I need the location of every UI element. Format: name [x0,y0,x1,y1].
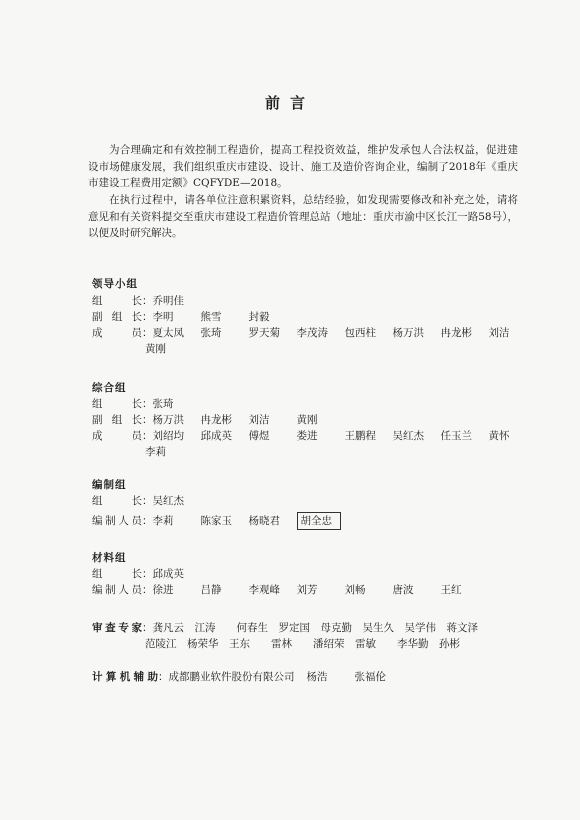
person-name: 李明 [152,311,174,323]
person-name: 江涛 [194,622,216,634]
person-name: 刘洁 [488,327,510,339]
general-leader-row: 组 长：张琦 [92,396,201,412]
person-name: 李莉 [145,446,166,458]
role-label: 计算机辅助 [92,671,158,683]
person-name: 邱成英 [200,430,232,442]
person-name: 封毅 [248,311,270,323]
compile-staff-row: 编制人员：李莉 陈家玉 杨晓君 胡全忠 [92,512,353,528]
person-name: 何春生 [236,622,268,634]
person-name: 黄刚 [296,414,318,426]
general-section-title: 综合组 [92,382,127,394]
person-name: 蒋文泽 [446,622,478,634]
compile-leader-row: 组 长：吴红杰 [92,493,201,509]
person-name: 傅煜 [248,430,270,442]
person-name: 李茂涛 [296,327,328,339]
review-row: 审查专家：龚凡云 江涛 何春生 罗定国 母克勤 吴生久 吴学伟 蒋文泽 [92,620,483,636]
person-name: 黄怀 [488,430,510,442]
preface-paragraph-1: 为合理确定和有效控制工程造价，提高工程投资效益，维护发承包人合法权益，促进建设市场健康发展，我们组织重庆市建设、设计、施工及造价咨询企业，编制了2018年《重庆市建设工程费用定额》CQFYDE—2018。 [88,144,518,189]
person-name: 李莉 [152,515,174,527]
person-name: 刘芳 [296,584,318,596]
role-label: 组 长 [92,495,142,507]
person-name: 夏太凤 [152,327,184,339]
person-name: 李观峰 [248,584,280,596]
general-deputy-row: 副组长：杨万洪 冉龙彬 刘洁 黄刚 [92,412,345,428]
person-name: 唐波 [392,584,414,596]
person-name: 任玉兰 [440,430,472,442]
person-name: 娄进 [296,430,318,442]
leadership-section-title: 领导小组 [92,278,138,290]
person-name: 母克勤 [320,622,352,634]
person-name: 刘畅 [344,584,366,596]
person-name: 熊雪 [200,311,222,323]
computer-row: 计算机辅助：成都鹏业软件股份有限公司 杨浩 张福伦 [92,669,403,685]
role-label: 编制人员 [92,584,142,596]
person-name: 陈家玉 [200,515,232,527]
compile-section-title: 编制组 [92,479,127,491]
person-name: 杨万洪 [152,414,184,426]
role-label: 编制人员 [92,515,142,527]
page-title: 前言 [264,94,315,112]
person-name: 雷林 [271,638,292,650]
material-leader-row: 组 长：邱成英 [92,566,201,582]
general-members-row: 成 员：刘绍均 邱成英 傅煜 娄进 王鹏程 吴红杰 任玉兰 黄怀 [92,428,537,444]
person-name: 王鹏程 [344,430,376,442]
person-name: 吴学伟 [404,622,436,634]
person-name: 罗定国 [278,622,310,634]
person-name: 吴红杰 [152,495,184,507]
review-row-2 [145,636,475,652]
person-name: 包西柱 [344,327,376,339]
person-name: 雷敏 [355,638,376,650]
person-name: 徐进 [152,584,174,596]
person-name: 王东 [229,638,250,650]
role-label: 成 员 [92,430,142,442]
person-name: 冉龙彬 [440,327,472,339]
person-name: 罗天菊 [248,327,280,339]
person-name: 李华勤 [397,638,429,650]
role-label: 副组长 [92,311,142,323]
person-name: 龚凡云 [152,622,184,634]
leadership-deputy-row: 副组长：李明 熊雪 封毅 [92,309,297,325]
person-name: 吕静 [200,584,222,596]
person-name: 邱成英 [152,568,184,580]
person-name: 乔明佳 [152,295,184,307]
person-name: 杨晓君 [248,515,280,527]
person-name: 刘绍均 [152,430,184,442]
person-name: 吴生久 [362,622,394,634]
preface-paragraph-2: 在执行过程中，请各单位注意积累资料，总结经验，如发现需要修改和补充之处，请将意见和有关资料提交至重庆市建设工程造价管理总站（地址：重庆市渝中区长江一路58号），以便及时研究解决。 [88,194,518,239]
material-staff-row: 编制人员：徐进 吕静 李观峰 刘芳 刘畅 唐波 王红 [92,582,489,598]
person-name: 吴红杰 [392,430,424,442]
company-name: 成都鹏业软件股份有限公司 [168,671,295,683]
material-section-title: 材料组 [92,552,127,564]
leadership-leader-row: 组 长：乔明佳 [92,293,201,309]
role-label: 成 员 [92,327,142,339]
person-name: 张琦 [152,398,174,410]
person-name: 冉龙彬 [200,414,232,426]
person-name: 杨荣华 [187,638,219,650]
person-name: 刘洁 [248,414,270,426]
person-name: 范陵江 [145,638,177,650]
role-label: 副组长 [92,414,142,426]
person-name: 孙彬 [439,638,460,650]
role-label: 审查专家 [92,622,142,634]
person-name: 杨万洪 [392,327,424,339]
person-name: 潘绍荣 [313,638,345,650]
leadership-members-row-2 [145,341,193,357]
role-label: 组 长 [92,295,142,307]
role-label: 组 长 [92,568,142,580]
leadership-members-row: 成 员：夏太凤 张琦 罗天菊 李茂涛 包西柱 杨万洪 冉龙彬 刘洁 [92,325,537,341]
person-name: 杨浩 [306,671,328,683]
role-label: 组 长 [92,398,142,410]
person-name: 张琦 [200,327,222,339]
person-name: 黄刚 [145,343,166,355]
person-name: 王红 [440,584,462,596]
person-name-boxed: 胡全忠 [297,512,341,530]
person-name: 张福伦 [354,671,386,683]
general-members-row-2 [145,444,193,460]
